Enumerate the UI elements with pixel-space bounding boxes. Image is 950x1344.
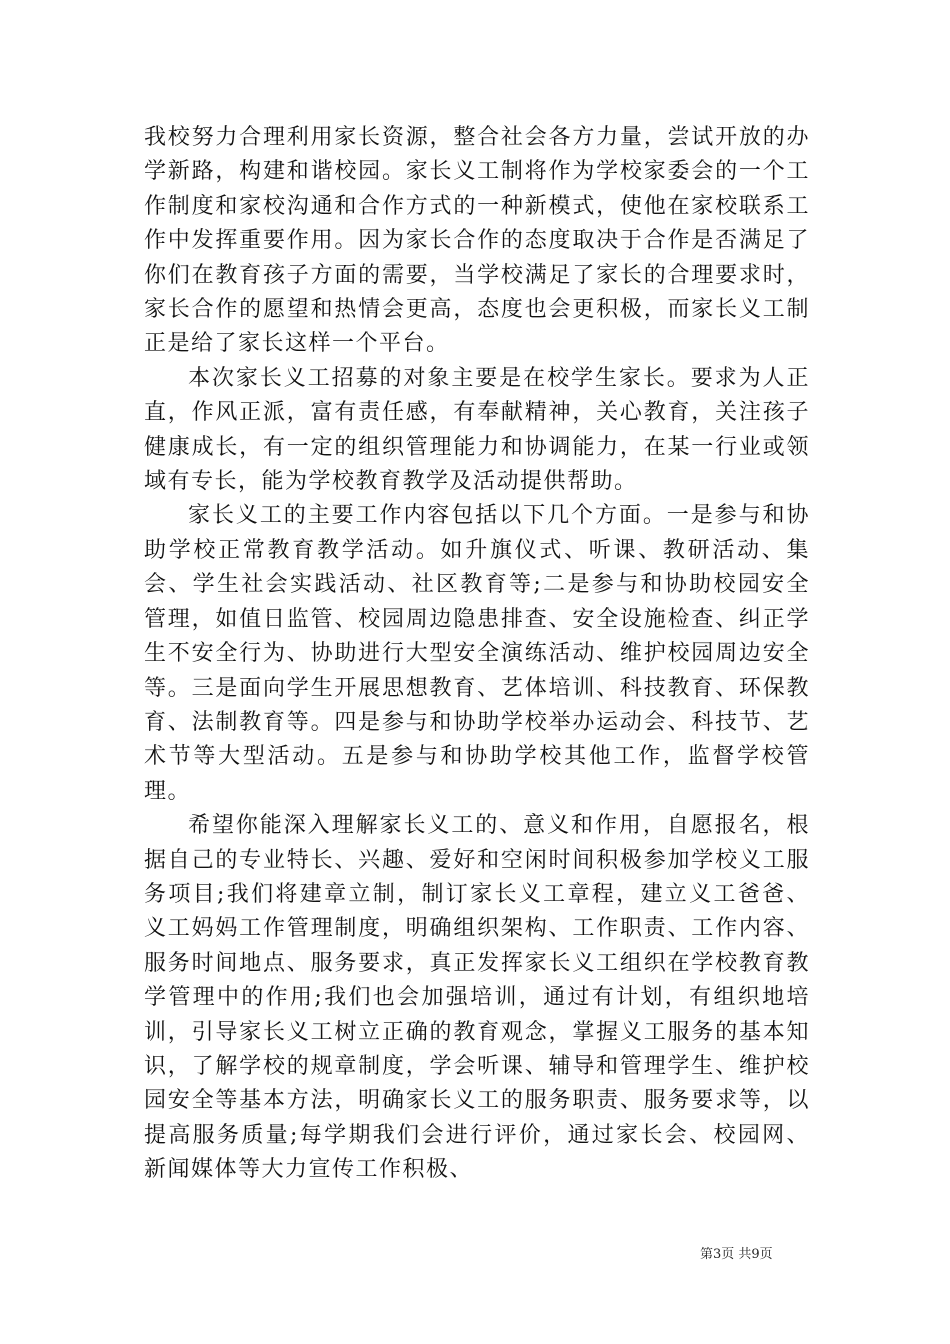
paragraph-3: 家长义工的主要工作内容包括以下几个方面。一是参与和协助学校正常教育教学活动。如升旗仪式、听课、教研活动、集会、学生社会实践活动、社区教育等;二是参与和协助校园安全管理，如值日监管、校园周边隐患排查、安全设施检查、纠正学生不安全行为、协助进行大型安全演练活动、维护校园周边安全等。三是面向学生开展思想教育、艺体培训、科技教育、环保教育、法制教育等。四是参与和协助学校举办运动会、科技节、艺术节等大型活动。五是参与和协助学校其他工作，监督学校管理。 bbox=[144, 503, 810, 804]
paragraph-1: 我校努力合理利用家长资源，整合社会各方力量，尝试开放的办学新路，构建和谐校园。家长义工制将作为学校家委会的一个工作制度和家校沟通和合作方式的一种新模式，使他在家校联系工作中发挥重要作用。因为家长合作的态度取决于合作是否满足了你们在教育孩子方面的需要，当学校满足了家长的合理要求时，家长合作的愿望和热情会更高，态度也会更积极，而家长义工制正是给了家长这样一个平台。 bbox=[144, 125, 810, 357]
page-number-footer: 第3页 共9页 bbox=[700, 1247, 773, 1262]
document-body bbox=[144, 121, 810, 1188]
paragraph-2: 本次家长义工招募的对象主要是在校学生家长。要求为人正直，作风正派，富有责任感，有奉献精神，关心教育，关注孩子健康成长，有一定的组织管理能力和协调能力，在某一行业或领域有专长，能为学校教育教学及活动提供帮助。 bbox=[144, 365, 810, 495]
paragraph-4: 希望你能深入理解家长义工的、意义和作用，自愿报名，根据自己的专业特长、兴趣、爱好和空闲时间积极参加学校义工服务项目;我们将建章立制，制订家长义工章程，建立义工爸爸、义工妈妈工作管理制度，明确组织架构、工作职责、工作内容、服务时间地点、服务要求，真正发挥家长义工组织在学校教育教学管理中的作用;我们也会加强培训，通过有计划，有组织地培训，引导家长义工树立正确的教育观念，掌握义工服务的基本知识，了解学校的规章制度，学会听课、辅导和管理学生、维护校园安全等基本方法，明确家长义工的服务职责、服务要求等，以提高服务质量;每学期我们会进行评价，通过家长会、校园网、新闻媒体等大力宣传工作积极、 bbox=[144, 813, 810, 1183]
